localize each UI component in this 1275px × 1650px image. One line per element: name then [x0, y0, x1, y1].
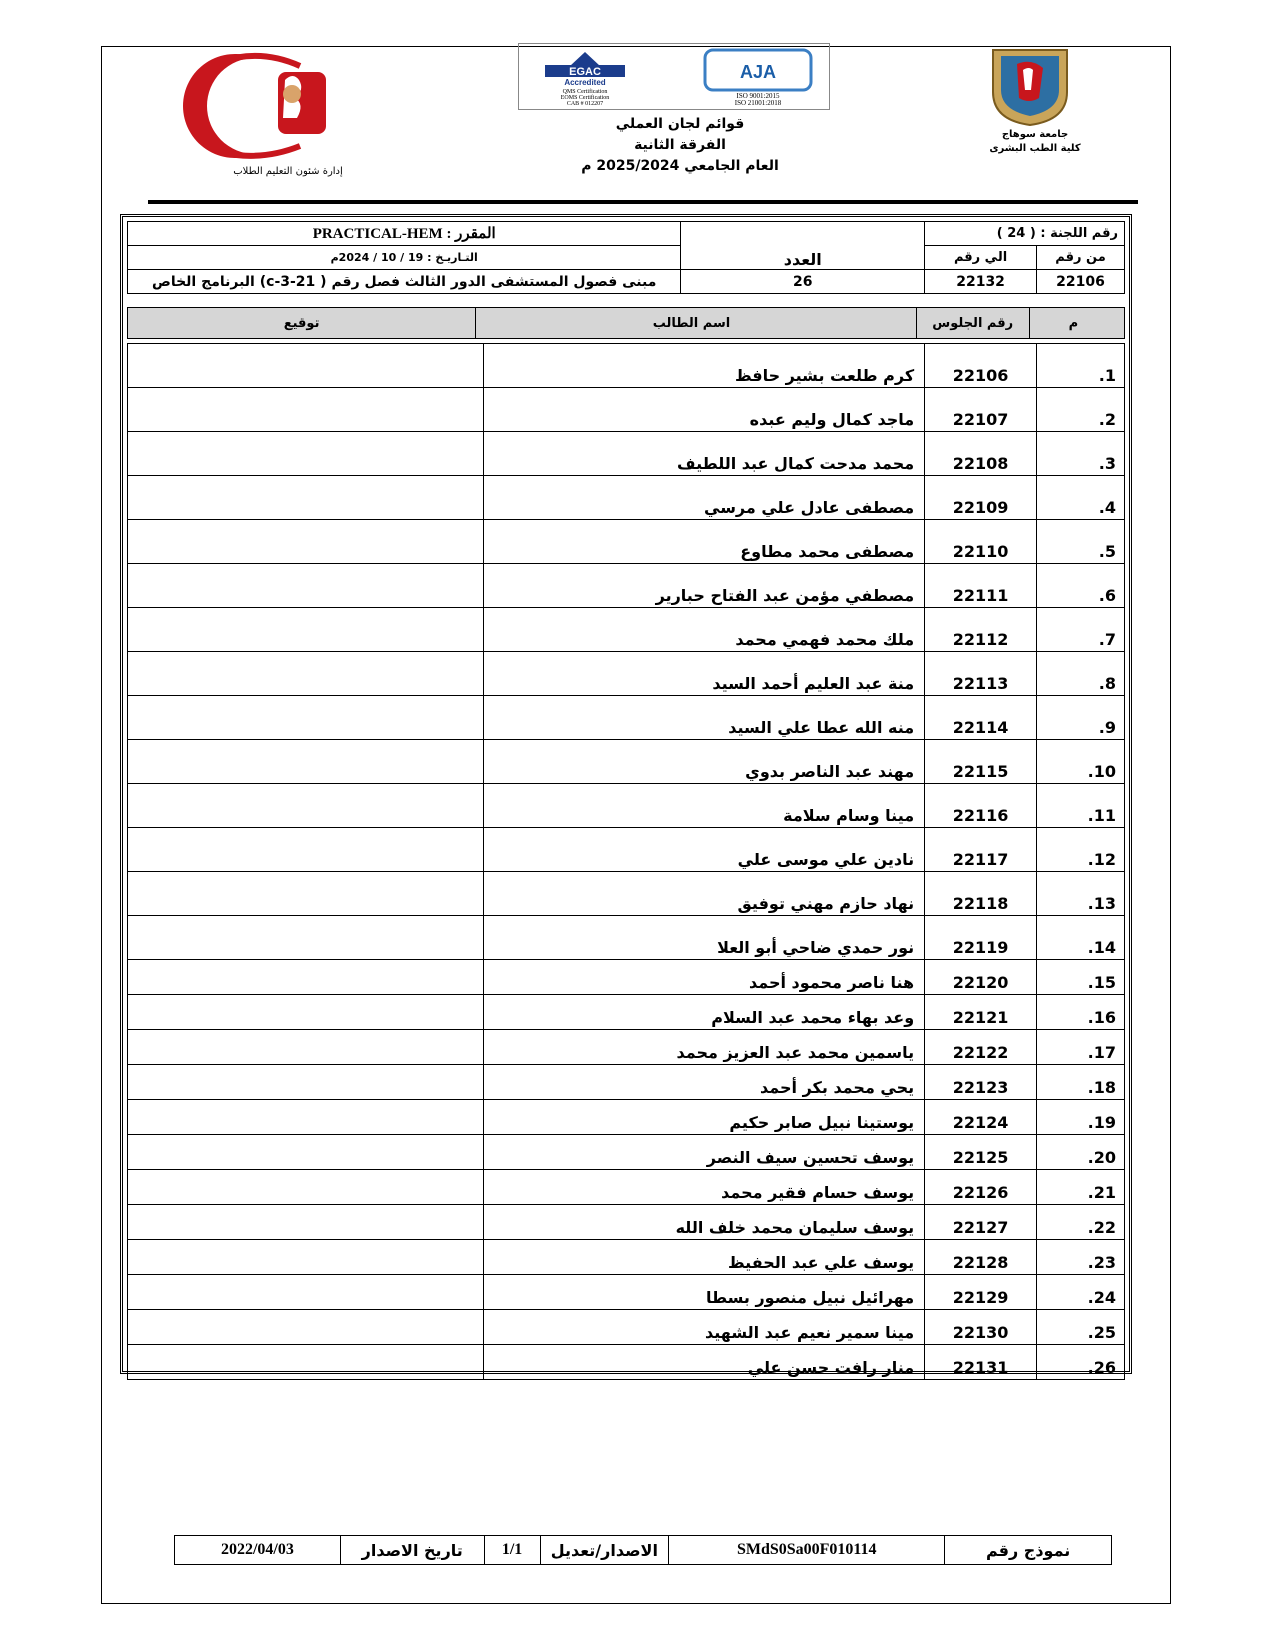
row-seat-number: 22124	[925, 1100, 1037, 1135]
row-seat-number: 22117	[925, 828, 1037, 872]
row-index: 11.	[1037, 784, 1125, 828]
row-student-name: منة عبد العليم أحمد السيد	[483, 652, 925, 696]
egac-logo	[525, 48, 670, 106]
row-index: 8.	[1037, 652, 1125, 696]
row-index: 4.	[1037, 476, 1125, 520]
table-row	[128, 520, 1125, 564]
row-student-name: يوسف سليمان محمد خلف الله	[483, 1205, 925, 1240]
row-seat-number: 22126	[925, 1170, 1037, 1205]
row-student-name: نور حمدي ضاحي أبو العلا	[483, 916, 925, 960]
committee-info-table	[127, 221, 1125, 294]
row-index: 24.	[1037, 1275, 1125, 1310]
table-row	[128, 1205, 1125, 1240]
row-signature	[128, 564, 484, 608]
row-seat-number: 22111	[925, 564, 1037, 608]
row-signature	[128, 652, 484, 696]
row-index: 26.	[1037, 1345, 1125, 1380]
date-label: التـاريـخ : 19 / 10 / 2024م	[128, 246, 681, 270]
row-student-name: وعد بهاء محمد عبد السلام	[483, 995, 925, 1030]
row-student-name: ماجد كمال وليم عبده	[483, 388, 925, 432]
row-student-name: كرم طلعت بشير حافظ	[483, 344, 925, 388]
aja-iso9001: ISO 9001:2015	[736, 92, 780, 100]
row-seat-number: 22110	[925, 520, 1037, 564]
row-signature	[128, 1135, 484, 1170]
row-student-name: منار رافت حسن علي	[483, 1345, 925, 1380]
row-student-name: مصطفي مؤمن عبد الفتاح حبارير	[483, 564, 925, 608]
row-signature	[128, 1205, 484, 1240]
row-seat-number: 22119	[925, 916, 1037, 960]
row-signature	[128, 344, 484, 388]
faculty-logo	[160, 50, 360, 162]
table-row	[128, 1135, 1125, 1170]
title-line-1: قوائم لجان العملي	[615, 116, 745, 132]
form-number-label: نموذج رقم	[945, 1536, 1112, 1565]
row-seat-number: 22116	[925, 784, 1037, 828]
column-index: م	[1029, 308, 1124, 339]
row-student-name: يحي محمد بكر أحمد	[483, 1065, 925, 1100]
table-row	[128, 388, 1125, 432]
right-caption-university: جامعة سوهاج	[1001, 129, 1069, 140]
count-value: 26	[681, 270, 925, 294]
right-caption	[975, 128, 1095, 156]
issue-date-value: 2022/04/03	[175, 1536, 341, 1565]
title-line-2: الفرقة الثانية	[634, 137, 726, 153]
table-row	[128, 476, 1125, 520]
row-signature	[128, 1240, 484, 1275]
row-index: 13.	[1037, 872, 1125, 916]
row-signature	[128, 916, 484, 960]
table-row	[128, 1310, 1125, 1345]
row-index: 14.	[1037, 916, 1125, 960]
table-row	[128, 1275, 1125, 1310]
table-row	[128, 784, 1125, 828]
to-value: 22132	[925, 270, 1037, 294]
to-label: الي رقم	[925, 246, 1037, 270]
students-body	[128, 344, 1125, 1380]
row-index: 2.	[1037, 388, 1125, 432]
row-student-name: نادين علي موسى علي	[483, 828, 925, 872]
row-index: 22.	[1037, 1205, 1125, 1240]
egac-title: EGAC	[569, 66, 601, 78]
right-caption-faculty: كلية الطب البشرى	[989, 143, 1081, 154]
table-row	[128, 1240, 1125, 1275]
row-signature	[128, 1345, 484, 1380]
row-student-name: ملك محمد فهمي محمد	[483, 608, 925, 652]
students-table	[127, 343, 1125, 1380]
left-caption: إدارة شئون التعليم الطلاب	[233, 166, 343, 177]
row-signature	[128, 828, 484, 872]
row-seat-number: 22107	[925, 388, 1037, 432]
row-index: 23.	[1037, 1240, 1125, 1275]
row-signature	[128, 1275, 484, 1310]
row-index: 16.	[1037, 995, 1125, 1030]
row-index: 5.	[1037, 520, 1125, 564]
egac-accredited: Accredited	[564, 78, 606, 87]
row-student-name: مهند عبد الناصر بدوي	[483, 740, 925, 784]
row-index: 12.	[1037, 828, 1125, 872]
row-seat-number: 22109	[925, 476, 1037, 520]
row-student-name: مصطفى عادل علي مرسي	[483, 476, 925, 520]
row-student-name: يوسف حسام فقير محمد	[483, 1170, 925, 1205]
count-label: العدد	[681, 222, 925, 270]
row-signature	[128, 1100, 484, 1135]
committee-number: رقم اللجنة : ( 24 )	[925, 222, 1125, 246]
row-signature	[128, 388, 484, 432]
table-row	[128, 1170, 1125, 1205]
row-seat-number: 22120	[925, 960, 1037, 995]
row-seat-number: 22113	[925, 652, 1037, 696]
row-seat-number: 22129	[925, 1275, 1037, 1310]
row-student-name: محمد مدحت كمال عبد اللطيف	[483, 432, 925, 476]
row-seat-number: 22131	[925, 1345, 1037, 1380]
row-signature	[128, 1170, 484, 1205]
aja-logo	[701, 48, 819, 106]
row-signature	[128, 1310, 484, 1345]
row-index: 19.	[1037, 1100, 1125, 1135]
row-signature	[128, 784, 484, 828]
row-student-name: نهاد حازم مهني توفيق	[483, 872, 925, 916]
row-index: 7.	[1037, 608, 1125, 652]
row-signature	[128, 1030, 484, 1065]
egac-eoms: EOMS Certification	[560, 95, 610, 101]
issue-date-label: تاريخ الاصدار	[340, 1536, 484, 1565]
row-index: 17.	[1037, 1030, 1125, 1065]
form-number-value: SMdS0Sa00F010114	[669, 1536, 945, 1565]
location: مبنى فصول المستشفى الدور الثالث فصل رقم ( c-3-21) البرنامج الخاص	[128, 270, 681, 294]
row-student-name: مهرائيل نبيل منصور بسطا	[483, 1275, 925, 1310]
table-row	[128, 960, 1125, 995]
row-signature	[128, 520, 484, 564]
row-seat-number: 22125	[925, 1135, 1037, 1170]
row-seat-number: 22106	[925, 344, 1037, 388]
table-row	[128, 652, 1125, 696]
row-signature	[128, 476, 484, 520]
row-signature	[128, 872, 484, 916]
table-row	[128, 828, 1125, 872]
row-signature	[128, 960, 484, 995]
column-name: اسم الطالب	[476, 308, 917, 339]
table-header	[127, 307, 1125, 339]
header-divider	[148, 200, 1138, 204]
table-row	[128, 1030, 1125, 1065]
row-seat-number: 22108	[925, 432, 1037, 476]
row-index: 3.	[1037, 432, 1125, 476]
row-signature	[128, 995, 484, 1030]
row-student-name: يوسف تحسين سيف النصر	[483, 1135, 925, 1170]
row-signature	[128, 432, 484, 476]
row-index: 6.	[1037, 564, 1125, 608]
row-seat-number: 22118	[925, 872, 1037, 916]
row-signature	[128, 1065, 484, 1100]
row-student-name: مصطفى محمد مطاوع	[483, 520, 925, 564]
form-footer	[174, 1535, 1112, 1565]
table-row	[128, 608, 1125, 652]
row-student-name: منه الله عطا علي السيد	[483, 696, 925, 740]
row-seat-number: 22121	[925, 995, 1037, 1030]
egac-qms: QMS Certification	[562, 89, 608, 95]
version-label: الاصدار/تعديل	[540, 1536, 669, 1565]
university-logo	[975, 42, 1085, 127]
document-title	[560, 114, 800, 177]
table-row	[128, 872, 1125, 916]
version-value: 1/1	[484, 1536, 540, 1565]
table-row	[128, 432, 1125, 476]
row-index: 20.	[1037, 1135, 1125, 1170]
row-seat-number: 22123	[925, 1065, 1037, 1100]
row-seat-number: 22114	[925, 696, 1037, 740]
row-index: 9.	[1037, 696, 1125, 740]
row-seat-number: 22127	[925, 1205, 1037, 1240]
title-line-3: العام الجامعي 2025/2024 م	[581, 158, 779, 174]
row-signature	[128, 608, 484, 652]
row-index: 15.	[1037, 960, 1125, 995]
aja-iso21001: ISO 21001:2018	[734, 99, 782, 106]
column-signature: توقيع	[128, 308, 476, 339]
row-index: 1.	[1037, 344, 1125, 388]
row-seat-number: 22128	[925, 1240, 1037, 1275]
row-index: 10.	[1037, 740, 1125, 784]
table-row	[128, 740, 1125, 784]
iso-certification-box	[518, 43, 830, 110]
row-student-name: مينا سمير نعيم عبد الشهيد	[483, 1310, 925, 1345]
row-student-name: ياسمين محمد عبد العزيز محمد	[483, 1030, 925, 1065]
row-index: 25.	[1037, 1310, 1125, 1345]
table-row	[128, 995, 1125, 1030]
row-student-name: يوسف علي عبد الحفيظ	[483, 1240, 925, 1275]
row-seat-number: 22130	[925, 1310, 1037, 1345]
aja-title: AJA	[739, 62, 777, 82]
row-seat-number: 22115	[925, 740, 1037, 784]
row-seat-number: 22112	[925, 608, 1037, 652]
from-label: من رقم	[1037, 246, 1125, 270]
column-seat: رقم الجلوس	[916, 308, 1029, 339]
row-index: 18.	[1037, 1065, 1125, 1100]
table-row	[128, 916, 1125, 960]
row-index: 21.	[1037, 1170, 1125, 1205]
from-value: 22106	[1037, 270, 1125, 294]
row-seat-number: 22122	[925, 1030, 1037, 1065]
row-signature	[128, 740, 484, 784]
row-student-name: يوستينا نبيل صابر حكيم	[483, 1100, 925, 1135]
row-student-name: مينا وسام سلامة	[483, 784, 925, 828]
table-row	[128, 1065, 1125, 1100]
committee-table	[120, 214, 1132, 1377]
egac-cab: CAB # 012207	[566, 101, 604, 106]
course-label: المقرر : PRACTICAL-HEM	[128, 222, 681, 246]
table-row	[128, 696, 1125, 740]
table-row	[128, 1100, 1125, 1135]
table-row	[128, 344, 1125, 388]
table-row	[128, 564, 1125, 608]
row-signature	[128, 696, 484, 740]
table-row	[128, 1345, 1125, 1380]
row-student-name: هنا ناصر محمود أحمد	[483, 960, 925, 995]
